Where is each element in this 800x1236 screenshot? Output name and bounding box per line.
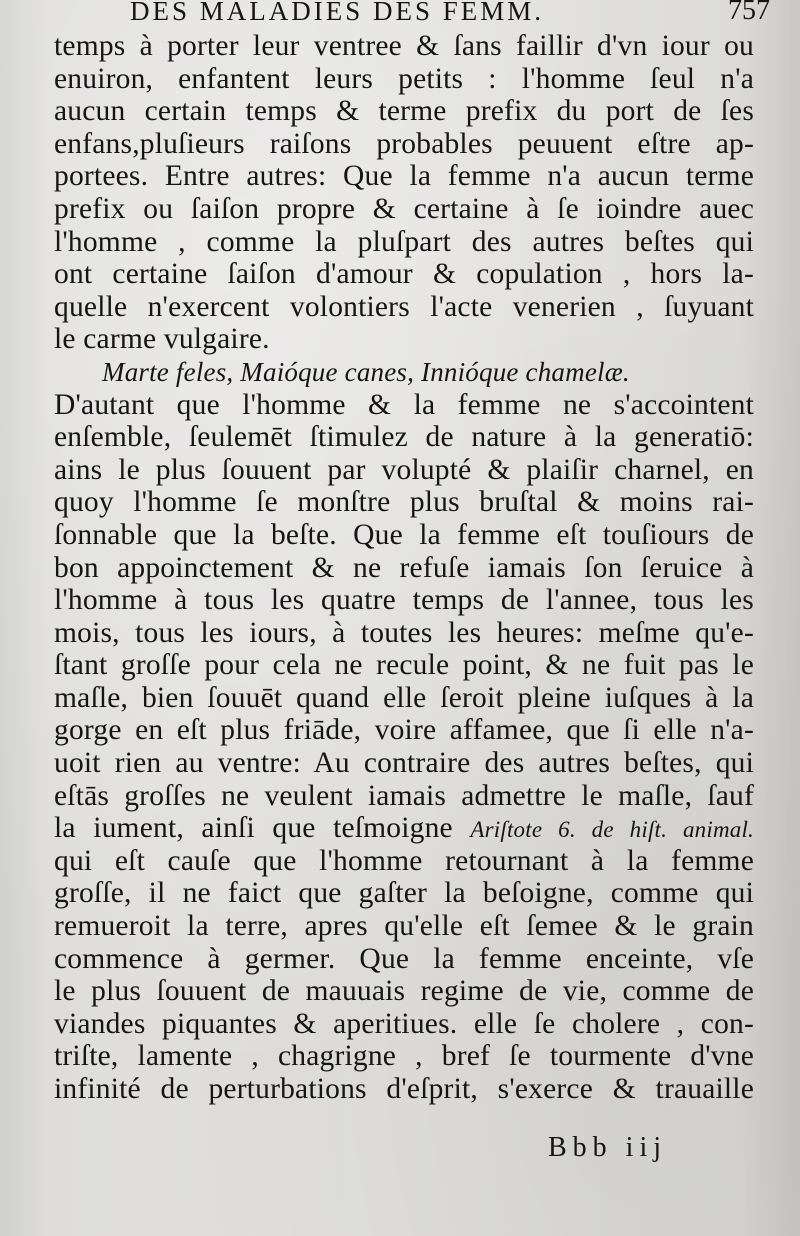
text-line [54, 649, 754, 682]
line-text: prefix ou ſaiſon propre & certaine à ſe ioindre auec [54, 192, 754, 225]
text-line [54, 552, 754, 585]
text-line [54, 421, 754, 454]
text-line [54, 943, 754, 976]
text-line [54, 1008, 754, 1041]
text-line [54, 812, 754, 845]
line-text: commence à germer. Que la femme enceinte, vſe [54, 942, 754, 975]
line-text: mois, tous les iours, à toutes les heures: meſme qu'e- [54, 616, 754, 649]
line-text: le plus ſouuent de mauuais regime de vie, comme de [54, 975, 754, 1008]
line-text: quoy l'homme ſe monſtre plus bruſtal & moins rai- [54, 486, 754, 519]
line-text: le carme vulgaire. [54, 323, 270, 356]
text-line [54, 747, 754, 780]
text-line [54, 226, 754, 259]
signature-mark: Bbb iij [548, 1132, 668, 1163]
line-text: ſonnable que la beſte. Que la femme eſt touſiours de [54, 518, 754, 551]
line-text: gorge en eſt plus friāde, voire affamee, que ſi elle n'a- [54, 714, 754, 747]
text-line [54, 486, 754, 519]
text-line [54, 128, 754, 161]
text-line [54, 780, 754, 813]
running-header [130, 0, 770, 28]
line-text: viandes piquantes & aperitiues. elle ſe cholere , con- [54, 1007, 754, 1040]
line-text: quelle n'exercent volontiers l'acte venerien , ſuyuant [54, 290, 754, 323]
text-line [54, 714, 754, 747]
line-text: triſte, lamente , chagrigne , bref ſe tourmente d'vne [54, 1040, 754, 1073]
line-text: ains le plus ſouuent par volupté & plaiſir charnel, en [54, 453, 754, 486]
text-line [54, 193, 754, 226]
line-text: temps à porter leur ventree & ſans faillir d'vn iour ou [54, 30, 754, 62]
text-line [54, 63, 754, 96]
text-line [54, 30, 754, 63]
page-number: 757 [728, 0, 770, 26]
line-text: portees. Entre autres: Que la femme n'a aucun terme [54, 160, 754, 193]
line-text: groſſe, il ne faict que gaſter la beſoigne, comme qui [54, 877, 754, 910]
page-footer [0, 1130, 800, 1166]
text-line [54, 845, 754, 878]
line-text: infinité de perturbations d'eſprit, s'exerce & trauaille [54, 1073, 754, 1105]
running-title: DES MALADIES DES FEMM. [130, 0, 545, 26]
text-line [54, 95, 754, 128]
verse-line [54, 356, 754, 389]
text-line [54, 454, 754, 487]
line-text: eſtās groſſes ne veulent iamais admettre le maſle, ſauf [54, 779, 754, 812]
text-line [54, 617, 754, 650]
text-line [54, 682, 754, 715]
line-text: l'homme , comme la pluſpart des autres beſtes qui [54, 225, 754, 258]
text-line [54, 258, 754, 291]
text-line [54, 291, 754, 324]
line-text: D'autant que l'homme & la femme ne s'accointent [54, 388, 754, 421]
line-text: remueroit la terre, apres qu'elle eſt ſemee & le grain [54, 910, 754, 943]
line-text: la iument, ainſi que teſmoigne [54, 812, 453, 845]
line-text: enſemble, ſeulemēt ſtimulez de nature à la generatiō: [54, 421, 754, 454]
line-text: qui eſt cauſe que l'homme retournant à la femme [54, 844, 754, 877]
text-line [54, 519, 754, 552]
text-line [54, 910, 754, 943]
line-text: ſtant groſſe pour cela ne recule point, & ne fuit pas le [54, 649, 754, 682]
body-text [54, 30, 754, 1106]
text-line [54, 160, 754, 193]
text-line [54, 1073, 754, 1106]
line-text: uoit rien au ventre: Au contraire des autres beſtes, qui [54, 747, 754, 780]
line-text: Marte feles, Maióque canes, Innióque chamelæ. [102, 356, 630, 387]
text-line [54, 584, 754, 617]
line-text: maſle, bien ſouuēt quand elle ſeroit pleine iuſques à la [54, 681, 754, 714]
citation-reference: Ariſtote 6. de hiſt. animal. [470, 817, 754, 843]
line-text: bon appoinctement & ne refuſe iamais ſon ſeruice à [54, 551, 754, 584]
line-text: enfans,pluſieurs raiſons probables peuuent eſtre ap- [54, 127, 754, 160]
line-text: l'homme à tous les quatre temps de l'annee, tous les [54, 584, 754, 617]
text-line [54, 389, 754, 422]
line-text: ont certaine ſaiſon d'amour & copulation , hors la- [54, 258, 754, 291]
line-text: enuiron, enfantent leurs petits : l'homme ſeul n'a [54, 62, 754, 95]
text-line [54, 1040, 754, 1073]
text-line [54, 975, 754, 1008]
text-line [54, 323, 754, 356]
line-text: aucun certain temps & terme prefix du port de ſes [54, 95, 754, 128]
text-line [54, 877, 754, 910]
